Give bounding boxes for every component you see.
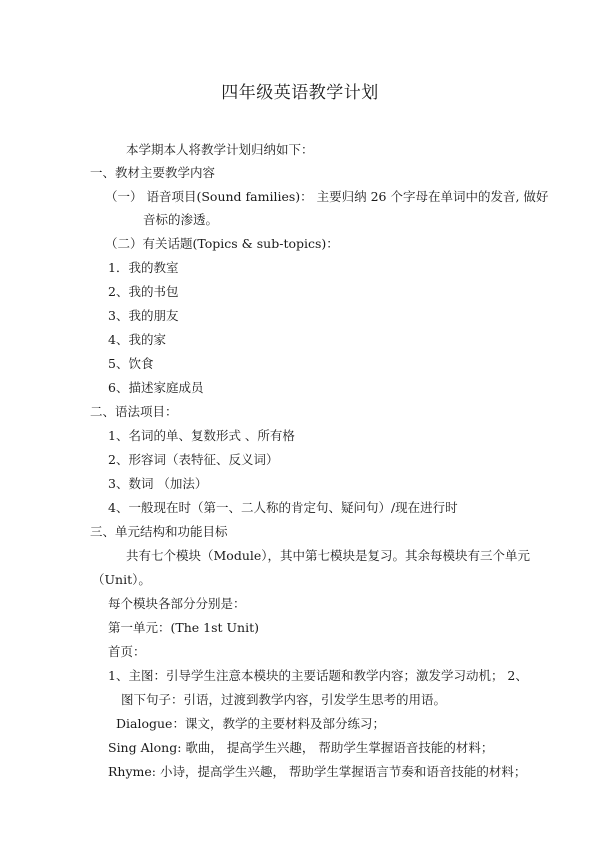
- topic-item-4: 4、我的家: [108, 332, 166, 347]
- subsection-2-heading: （二）有关话题(Topics & sub-topics)：: [105, 236, 339, 251]
- section-heading-3: 三、单元结构和功能目标: [90, 524, 228, 539]
- unit-structure-line-1: 共有七个模块（Module），其中第七模块是复习。其余每模块有三个单元: [126, 548, 531, 563]
- topic-item-2: 2、我的书包: [108, 284, 179, 299]
- dialogue-line: Dialogue：课文，教学的主要材料及部分练习；: [116, 716, 385, 731]
- subsection-1-line-2: 音标的渗透。: [143, 212, 219, 227]
- module-parts-line: 每个模块各部分分别是：: [108, 596, 246, 611]
- section-heading-1: 一、教材主要教学内容: [90, 165, 216, 180]
- grammar-item-4: 4、一般现在时（第一、二人称的肯定句、疑问句）/现在进行时: [108, 500, 458, 515]
- grammar-item-2: 2、形容词（表特征、反义词）: [108, 452, 279, 467]
- unit-structure-line-2: （Unit）。: [92, 572, 151, 587]
- subsection-1-line-1: （一） 语音项目(Sound families)： 主要归纳 26 个字母在单词中的发音, 做好: [105, 189, 549, 204]
- topic-item-3: 3、我的朋友: [108, 308, 179, 323]
- grammar-item-1: 1、名词的单、复数形式 、所有格: [108, 428, 295, 443]
- topic-item-5: 5、饮食: [108, 356, 154, 371]
- main-picture-line-1: 1、主图：引导学生注意本模块的主要话题和教学内容；激发学习动机； 2、: [108, 668, 528, 683]
- section-heading-2: 二、语法项目：: [90, 404, 178, 419]
- sing-along-line: Sing Along: 歌曲， 提高学生兴趣， 帮助学生掌握语音技能的材料；: [108, 740, 494, 755]
- intro-line: 本学期本人将教学计划归纳如下：: [126, 142, 314, 157]
- topic-item-6: 6、描述家庭成员: [108, 380, 204, 395]
- first-unit-line: 第一单元：(The 1st Unit): [108, 620, 259, 635]
- rhyme-line: Rhyme: 小诗，提高学生兴趣， 帮助学生掌握语言节奏和语音技能的材料；: [108, 764, 527, 779]
- main-picture-line-2: 图下句子：引语，过渡到教学内容，引发学生思考的用语。: [121, 692, 447, 707]
- home-page-line: 首页：: [108, 644, 146, 659]
- grammar-item-3: 3、数词 （加法）: [108, 476, 208, 491]
- document-title: 四年级英语教学计划: [221, 83, 379, 103]
- topic-item-1: 1．我的教室: [108, 260, 179, 275]
